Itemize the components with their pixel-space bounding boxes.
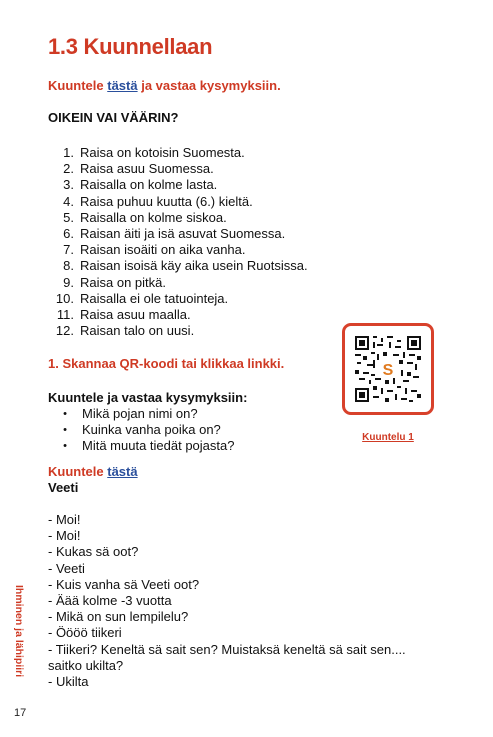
- statement-item: [48, 275, 368, 291]
- statement-item: [48, 177, 368, 193]
- statement-item: [48, 145, 368, 161]
- statement-text: Raisa on pitkä.: [80, 274, 166, 290]
- questions-heading: Kuuntele ja vastaa kysymyksiin:: [48, 390, 248, 405]
- statement-text: Raisa asuu Suomessa.: [80, 161, 214, 177]
- statement-item: [48, 210, 368, 226]
- statement-item: [48, 194, 368, 210]
- dialogue-line: - Moi!: [48, 512, 81, 527]
- question-text: Kuinka vanha poika on?: [82, 422, 221, 438]
- listen-instruction-1-prefix: Kuuntele: [48, 78, 108, 93]
- statement-text: Raisan talo on uusi.: [80, 323, 195, 339]
- question-item: [48, 438, 234, 454]
- chapter-side-label: Ihminen ja lähipiiri: [13, 585, 25, 678]
- statement-text: Raisan äiti ja isä asuvat Suomessa.: [80, 226, 286, 242]
- statement-number: 10.: [55, 290, 74, 306]
- statement-text: Raisa asuu maalla.: [80, 307, 191, 323]
- statement-number: 11.: [56, 307, 74, 323]
- dialogue-line: - Öööö tiikeri: [48, 625, 122, 641]
- statement-number: 1.: [63, 145, 74, 160]
- statement-item: [48, 258, 368, 274]
- statement-number: 9.: [63, 274, 74, 290]
- statement-item: [48, 161, 368, 177]
- statement-item: [48, 323, 368, 339]
- dialogue-line: - Moi!: [48, 528, 81, 544]
- dialogue-line: - Ukilta: [48, 674, 89, 690]
- question-item: [48, 406, 234, 422]
- statement-text: Raisalla on kolme siskoa.: [80, 209, 227, 225]
- section-title: 1.3 Kuunnellaan: [48, 34, 213, 59]
- qr-caption-link[interactable]: Kuuntelu 1: [362, 432, 414, 443]
- statement-number: 4.: [63, 193, 74, 209]
- statement-item: [48, 226, 368, 242]
- statement-number: 8.: [63, 258, 74, 274]
- statement-number: 6.: [63, 226, 74, 242]
- statement-item: [48, 242, 368, 258]
- statement-text: Raisa puhuu kuutta (6.) kieltä.: [80, 193, 253, 209]
- listen-link-2[interactable]: tästä: [107, 464, 138, 479]
- statement-item: [48, 291, 368, 307]
- statement-text: Raisalla on kolme lasta.: [80, 177, 218, 193]
- statement-number: 7.: [63, 242, 74, 258]
- listen-instruction-1: [48, 78, 281, 93]
- dialogue-line: - Mikä on sun lempilelu?: [48, 609, 189, 625]
- statement-number: 2.: [63, 161, 74, 177]
- statement-number: 12.: [55, 323, 74, 339]
- listen-instruction-2-prefix: Kuuntele: [48, 464, 108, 479]
- dialogue-line: saitko ukilta?: [48, 657, 124, 673]
- svg-text:S: S: [382, 362, 394, 379]
- scan-instruction: 1. Skannaa QR-koodi tai klikkaa linkki.: [48, 356, 285, 371]
- listen-instruction-2: [48, 464, 138, 479]
- page-number: 17: [14, 707, 27, 719]
- statement-text: Raisalla ei ole tatuointeja.: [80, 290, 229, 306]
- listen-instruction-1-suffix: ja vastaa kysymyksiin.: [137, 78, 281, 93]
- question-item: [48, 422, 234, 438]
- statement-item: [48, 307, 368, 323]
- listen-link-1[interactable]: tästä: [107, 78, 138, 93]
- true-false-heading: OIKEIN VAI VÄÄRIN?: [48, 110, 179, 125]
- bullet-icon: •: [63, 408, 67, 420]
- question-text: Mikä pojan nimi on?: [82, 406, 198, 421]
- question-text: Mitä muuta tiedät pojasta?: [82, 438, 235, 454]
- statement-number: 5.: [63, 209, 74, 225]
- dialogue-line: - Tiikeri? Keneltä sä sait sen? Muistaksä keneltä sä sait sen....: [48, 641, 406, 657]
- statement-text: Raisan isoäiti on aika vanha.: [80, 242, 246, 258]
- statement-text: Raisa on kotoisin Suomesta.: [80, 145, 245, 160]
- dialogue-line: - Veeti: [48, 560, 85, 576]
- dialogue-transcript: [48, 512, 458, 690]
- bullet-icon: •: [63, 440, 67, 453]
- statements-list: [48, 145, 368, 339]
- dialogue-line: - Äää kolme -3 vuotta: [48, 593, 172, 609]
- questions-list: [48, 406, 234, 455]
- qr-code-box[interactable]: [342, 323, 434, 415]
- dialogue-line: - Kuis vanha sä Veeti oot?: [48, 576, 200, 592]
- qr-code-icon: [355, 336, 421, 402]
- bullet-icon: •: [63, 424, 67, 437]
- dialogue-line: - Kukas sä oot?: [48, 544, 139, 560]
- speaker-name: Veeti: [48, 480, 79, 495]
- statement-number: 3.: [63, 177, 74, 193]
- statement-text: Raisan isoisä käy aika usein Ruotsissa.: [80, 258, 308, 274]
